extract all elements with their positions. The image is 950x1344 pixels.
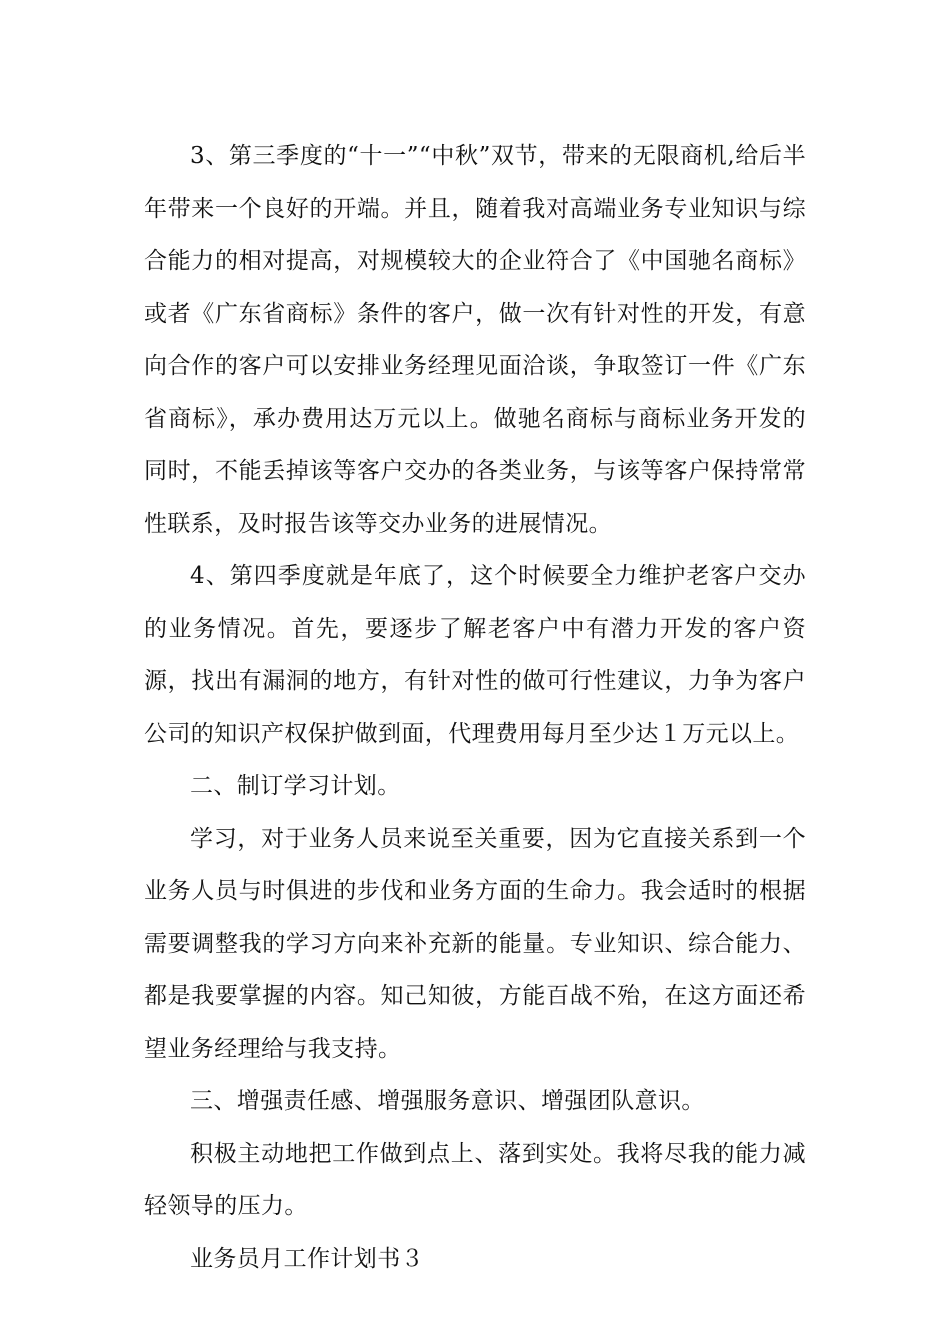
paragraph-proactive: 积极主动地把工作做到点上、落到实处。我将尽我的能力减轻领导的压力。 [144,1140,806,1219]
section-heading-responsibility: 三、增强责任感、增强服务意识、增强团队意识。 [190,1088,705,1114]
document-subtitle: 业务员月工作计划书３ [190,1245,424,1272]
paragraph-study: 学习，对于业务人员来说至关重要，因为它直接关系到一个业务人员与时俱进的步伐和业务方面的生命力。我会适时的根据需要调整我的学习方向来补充新的能量。专业知识、综合能力、都是我要掌握的内容。知己知彼，方能百战不殆，在这方面还希望业务经理给与我支持。 [144,825,806,1062]
document-body [144,130,806,1285]
paragraph-q4-plan: 4、第四季度就是年底了，这个时候要全力维护老客户交办的业务情况。首先，要逐步了解老客户中有潜力开发的客户资源，找出有漏洞的地方，有针对性的做可行性建议，力争为客户公司的知识产权保护做到面，代理费用每月至少达１万元以上。 [144,563,806,747]
paragraph-q3-plan: 3、第三季度的“十一”“中秋”双节，带来的无限商机,给后半年带来一个良好的开端。并且，随着我对高端业务专业知识与综合能力的相对提高，对规模较大的企业符合了《中国驰名商标》或者《广东省商标》条件的客户，做一次有针对性的开发，有意向合作的客户可以安排业务经理见面洽谈，争取签订一件《广东省商标》，承办费用达万元以上。做驰名商标与商标业务开发的同时，不能丢掉该等客户交办的各类业务，与该等客户保持常常性联系，及时报告该等交办业务的进展情况。 [144,143,806,537]
section-heading-study-plan: 二、制订学习计划。 [190,773,401,799]
